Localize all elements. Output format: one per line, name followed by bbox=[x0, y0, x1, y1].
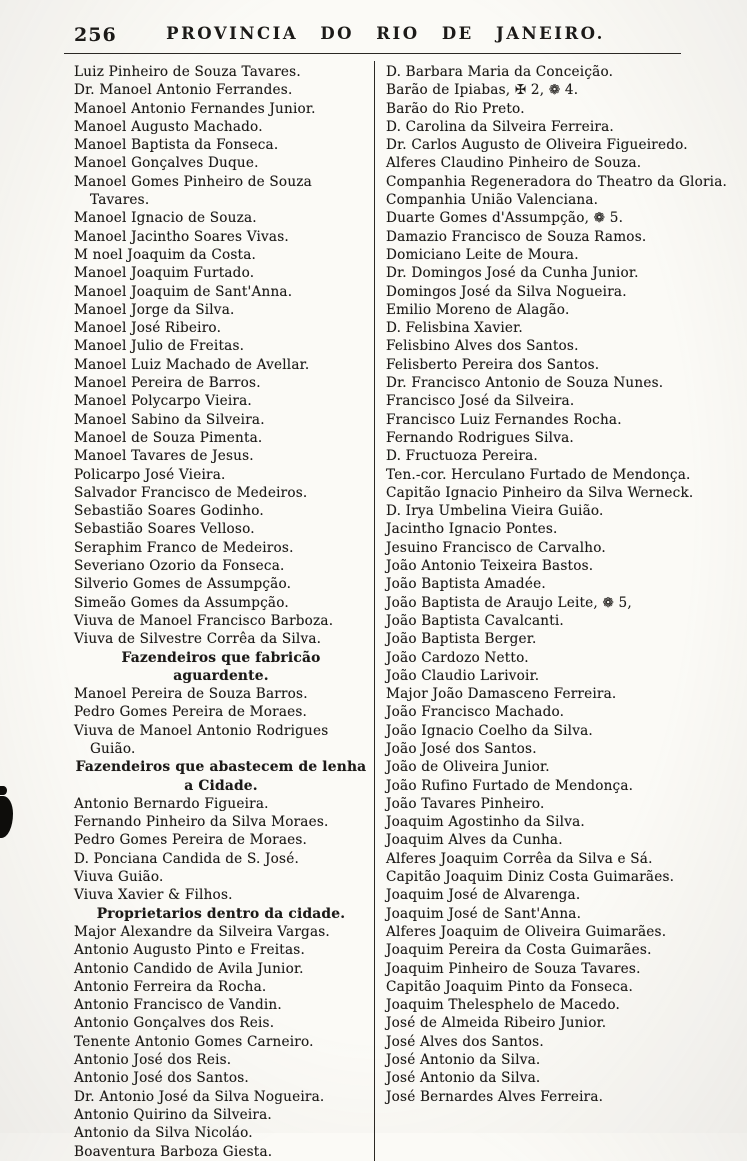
list-item: João Baptista de Araujo Leite, ❁ 5, bbox=[386, 594, 632, 611]
list-item: Manoel Sabino da Silveira. bbox=[74, 411, 265, 428]
list-item: João Baptista Cavalcanti. bbox=[386, 612, 564, 629]
list-item: Dr. Francisco Antonio de Souza Nunes. bbox=[386, 375, 664, 392]
list-item: Antonio Gonçalves dos Reis. bbox=[74, 1015, 275, 1032]
list-item: Tenente Antonio Gomes Carneiro. bbox=[74, 1033, 314, 1050]
list-item: Emilio Moreno de Alagão. bbox=[386, 301, 570, 318]
list-item: Viuva de Silvestre Corrêa da Silva. bbox=[74, 631, 322, 648]
list-item: Viuva de Manoel Antonio Rodrigues Guião. bbox=[74, 722, 329, 757]
list-item: João de Oliveira Junior. bbox=[386, 759, 550, 776]
list-item: D. Felisbina Xavier. bbox=[386, 320, 523, 337]
list-item: Felisbino Alves dos Santos. bbox=[386, 338, 579, 355]
list-item: Joaquim Pinheiro de Souza Tavares. bbox=[386, 960, 641, 977]
list-item: Manoel Pereira de Souza Barros. bbox=[74, 686, 308, 703]
list-item: João Rufino Furtado de Mendonça. bbox=[386, 777, 634, 794]
list-item: Companhia União Valenciana. bbox=[386, 192, 599, 209]
list-item: Dr. Domingos José da Cunha Junior. bbox=[386, 265, 639, 282]
page-number: 256 bbox=[74, 24, 117, 46]
list-item: João Cardozo Netto. bbox=[386, 649, 529, 666]
section-heading: Fazendeiros que abastecem de lenha bbox=[75, 759, 367, 776]
list-item: Manoel Joaquim Furtado. bbox=[74, 265, 255, 282]
list-item: Alferes Joaquim de Oliveira Guimarães. bbox=[386, 923, 667, 940]
list-item: Manoel de Souza Pimenta. bbox=[74, 429, 263, 446]
list-item: João Ignacio Coelho da Silva. bbox=[386, 722, 593, 739]
list-item: José Antonio da Silva. bbox=[386, 1052, 541, 1069]
list-item: João José dos Santos. bbox=[386, 740, 537, 757]
list-item: Barão de Ipiabas, ✠ 2, ❁ 4. bbox=[386, 82, 579, 99]
list-item: Manoel Augusto Machado. bbox=[74, 118, 263, 135]
list-item: João Baptista Amadée. bbox=[386, 576, 546, 593]
list-item: D. Irya Umbelina Vieira Guião. bbox=[386, 503, 604, 520]
list-item: Domiciano Leite de Moura. bbox=[386, 246, 579, 263]
list-item: João Claudio Larivoir. bbox=[386, 667, 540, 684]
list-item: Manoel Polycarpo Vieira. bbox=[74, 393, 252, 410]
list-item: M noel Joaquim da Costa. bbox=[74, 246, 257, 263]
list-item: Simeão Gomes da Assumpção. bbox=[74, 594, 289, 611]
list-item: Manoel Joaquim de Sant'Anna. bbox=[74, 283, 293, 300]
list-item: Domingos José da Silva Nogueira. bbox=[386, 283, 627, 300]
list-item: Dr. Carlos Augusto de Oliveira Figueiredo. bbox=[386, 137, 688, 154]
list-item: Pedro Gomes Pereira de Moraes. bbox=[74, 704, 308, 721]
section-heading: Proprietarios dentro da cidade. bbox=[96, 905, 346, 922]
list-item: Major João Damasceno Ferreira. bbox=[386, 686, 617, 703]
list-item: Companhia Regeneradora do Theatro da Gloria. bbox=[386, 173, 728, 190]
list-item: Severiano Ozorio da Fonseca. bbox=[74, 558, 285, 575]
list-item: Antonio Quirino da Silveira. bbox=[74, 1106, 272, 1123]
list-item: Ten.-cor. Herculano Furtado de Mendonça. bbox=[386, 466, 691, 483]
left-column bbox=[74, 63, 374, 1161]
list-item: Fernando Pinheiro da Silva Moraes. bbox=[74, 814, 329, 831]
list-item: Dr. Antonio José da Silva Nogueira. bbox=[74, 1088, 325, 1105]
list-item: Antonio José dos Reis. bbox=[74, 1052, 232, 1069]
page-header bbox=[0, 24, 747, 48]
list-item: Duarte Gomes d'Assumpção, ❁ 5. bbox=[386, 210, 624, 227]
list-item: Barão do Rio Preto. bbox=[386, 100, 525, 117]
list-item: José Antonio da Silva. bbox=[386, 1070, 541, 1087]
list-item: Capitão Joaquim Diniz Costa Guimarães. bbox=[386, 869, 675, 886]
list-item: Pedro Gomes Pereira de Moraes. bbox=[74, 832, 308, 849]
list-item: Manoel Jacintho Soares Vivas. bbox=[74, 228, 289, 245]
list-item: Boaventura Barboza Giesta. bbox=[74, 1143, 273, 1160]
header-rule bbox=[64, 53, 681, 54]
list-item: Manoel José Ribeiro. bbox=[74, 320, 222, 337]
list-item: Seraphim Franco de Medeiros. bbox=[74, 539, 294, 556]
section-heading: a Cidade. bbox=[184, 777, 258, 794]
list-item: Dr. Manoel Antonio Ferrandes. bbox=[74, 82, 293, 99]
list-item: Antonio Bernardo Figueira. bbox=[74, 795, 269, 812]
list-item: Alferes Joaquim Corrêa da Silva e Sá. bbox=[386, 850, 653, 867]
list-item: Luiz Pinheiro de Souza Tavares. bbox=[74, 64, 301, 80]
list-item: Jacintho Ignacio Pontes. bbox=[386, 521, 558, 538]
list-item: Antonio Augusto Pinto e Freitas. bbox=[74, 942, 305, 959]
list-item: Manoel Tavares de Jesus. bbox=[74, 448, 254, 465]
list-item: Antonio Candido de Avila Junior. bbox=[74, 960, 304, 977]
list-item: Joaquim Agostinho da Silva. bbox=[386, 814, 585, 831]
list-item: Manoel Antonio Fernandes Junior. bbox=[74, 100, 316, 117]
list-item: Damazio Francisco de Souza Ramos. bbox=[386, 228, 647, 245]
list-item: Viuva Xavier & Filhos. bbox=[74, 887, 233, 904]
list-item: Major Alexandre da Silveira Vargas. bbox=[74, 923, 330, 940]
page-title: PROVINCIA DO RIO DE JANEIRO. bbox=[166, 24, 605, 43]
list-item: João Antonio Teixeira Bastos. bbox=[386, 558, 594, 575]
list-item: Manoel Jorge da Silva. bbox=[74, 301, 235, 318]
list-item: Joaquim Pereira da Costa Guimarães. bbox=[386, 942, 652, 959]
list-item: Joaquim Alves da Cunha. bbox=[386, 832, 563, 849]
list-item: Francisco Luiz Fernandes Rocha. bbox=[386, 411, 622, 428]
right-column bbox=[375, 63, 747, 1161]
list-item: Joaquim Thelesphelo de Macedo. bbox=[386, 997, 621, 1014]
list-item: Manoel Ignacio de Souza. bbox=[74, 210, 257, 227]
list-item: Manoel Julio de Freitas. bbox=[74, 338, 245, 355]
list-item: Antonio José dos Santos. bbox=[74, 1070, 249, 1087]
list-item: José Bernardes Alves Ferreira. bbox=[386, 1088, 604, 1105]
list-item: Silverio Gomes de Assumpção. bbox=[74, 576, 292, 593]
list-item: D. Ponciana Candida de S. José. bbox=[74, 850, 299, 867]
list-item: João Francisco Machado. bbox=[386, 704, 565, 721]
list-item: Francisco José da Silveira. bbox=[386, 393, 575, 410]
list-item: Viuva de Manoel Francisco Barboza. bbox=[74, 612, 334, 629]
list-item: Sebastião Soares Velloso. bbox=[74, 521, 255, 538]
list-item: João Baptista Berger. bbox=[386, 631, 537, 648]
list-item: Sebastião Soares Godinho. bbox=[74, 503, 264, 520]
list-item: Antonio Francisco de Vandin. bbox=[74, 997, 282, 1014]
list-item: Antonio da Silva Nicoláo. bbox=[74, 1125, 253, 1142]
list-item: Capitão Joaquim Pinto da Fonseca. bbox=[386, 978, 634, 995]
two-column-layout bbox=[0, 63, 747, 1161]
list-item: Manoel Gonçalves Duque. bbox=[74, 155, 259, 172]
list-item: D. Barbara Maria da Conceição. bbox=[386, 64, 614, 80]
list-item: Manoel Gomes Pinheiro de Souza Tavares. bbox=[74, 173, 312, 209]
list-item: D. Fructuoza Pereira. bbox=[386, 448, 538, 465]
list-item: Alferes Claudino Pinheiro de Souza. bbox=[386, 155, 642, 172]
list-item: Fernando Rodrigues Silva. bbox=[386, 429, 574, 446]
list-item: Jesuino Francisco de Carvalho. bbox=[386, 539, 606, 556]
list-item: Manoel Luiz Machado de Avellar. bbox=[74, 356, 310, 373]
list-item: José Alves dos Santos. bbox=[386, 1033, 544, 1050]
list-item: Salvador Francisco de Medeiros. bbox=[74, 484, 308, 501]
list-item: D. Carolina da Silveira Ferreira. bbox=[386, 118, 614, 135]
list-item: Viuva Guião. bbox=[74, 869, 164, 886]
list-item: Joaquim José de Alvarenga. bbox=[386, 887, 581, 904]
list-item: Manoel Pereira de Barros. bbox=[74, 375, 261, 392]
list-item: Manoel Baptista da Fonseca. bbox=[74, 137, 279, 154]
list-item: Felisberto Pereira dos Santos. bbox=[386, 356, 600, 373]
list-item: João Tavares Pinheiro. bbox=[386, 795, 545, 812]
list-item: Joaquim José de Sant'Anna. bbox=[386, 905, 582, 922]
section-heading: Fazendeiros que fabricão aguardente. bbox=[121, 649, 321, 684]
list-item: Policarpo José Vieira. bbox=[74, 466, 226, 483]
list-item: Antonio Ferreira da Rocha. bbox=[74, 978, 267, 995]
list-item: Capitão Ignacio Pinheiro da Silva Werneck. bbox=[386, 484, 694, 501]
list-item: José de Almeida Ribeiro Junior. bbox=[386, 1015, 607, 1032]
